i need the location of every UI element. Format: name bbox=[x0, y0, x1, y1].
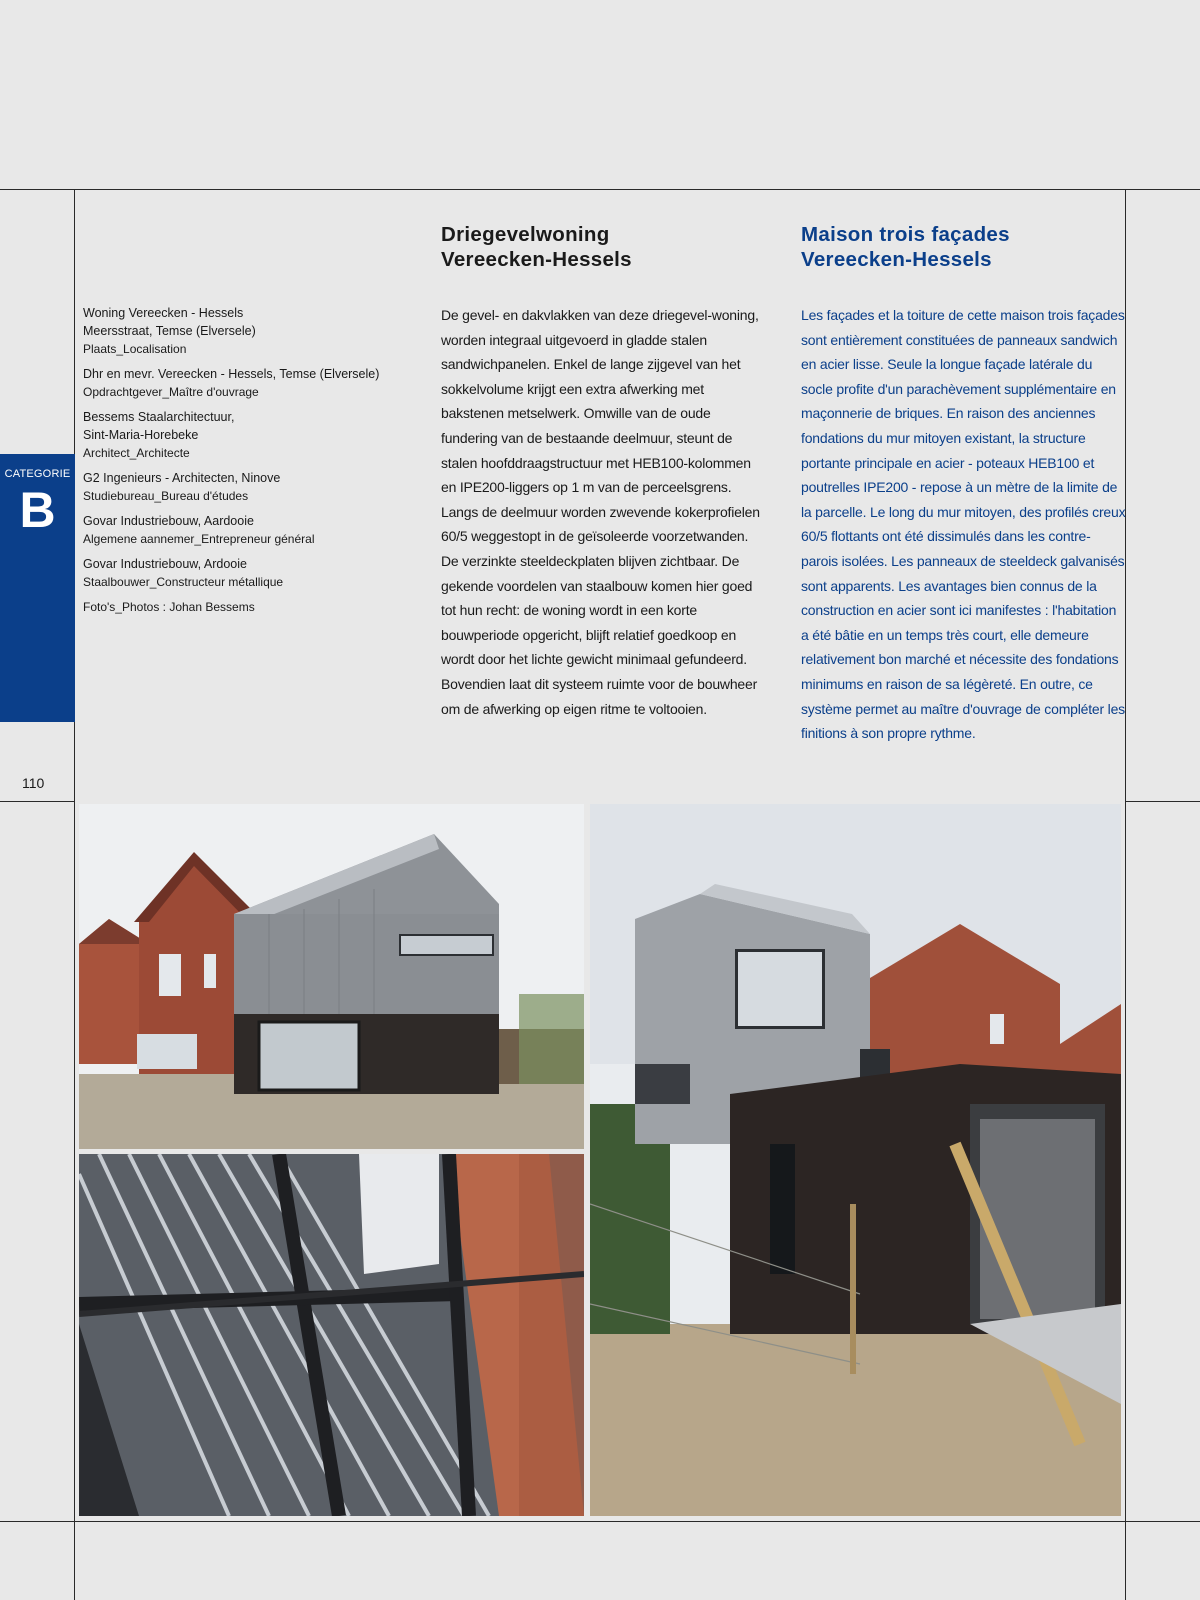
category-letter: B bbox=[19, 482, 56, 538]
photo-house-front bbox=[79, 804, 584, 1149]
credit-text: Govar Industriebouw, Ardooie bbox=[83, 557, 247, 571]
credit-text: G2 Ingenieurs - Architecten, Ninove bbox=[83, 471, 281, 485]
article-body-french: Les façades et la toiture de cette maison trois façades sont entièrement constituées de panneaux sandwich en acier lisse. Seule la longue façade latérale du socle profite d'un parachèvement supplémentaire en maçonnerie de briques. En raison des anciennes fondations du mur mitoyen existant, la structure portante principale en acier - poteaux HEB100 et poutrelles IPE200 - repose à un mètre de la limite de la parcelle. Le long du mur mitoyen, des profilés creux 60/5 flottants ont été dissimulés dans les contre-parois isolées. Les panneaux de steeldeck galvanisés sont apparents. Les avantages bien connus de la construction en acier sont ici manifestes : l'habitation a été bâtie en un temps très court, elle demeure relativement bon marché et nécessite des fondations minimums en raison de sa légèreté. En outre, ce système permet au maître d'ouvrage de compléter les finitions à son propre rythme. bbox=[801, 307, 1126, 742]
title-line: Maison trois façades bbox=[801, 223, 1010, 246]
credit-role: Foto's_Photos : Johan Bessems bbox=[83, 600, 255, 614]
frame-rule-left-mid bbox=[0, 801, 75, 802]
category-tab bbox=[0, 454, 75, 722]
credit-client bbox=[83, 365, 403, 401]
credit-role: Plaats_Localisation bbox=[83, 342, 187, 356]
category-label: CATEGORIE bbox=[4, 468, 71, 480]
article-title-french bbox=[801, 222, 1126, 272]
photo-steel-structure bbox=[79, 1154, 584, 1516]
credit-steel-builder bbox=[83, 555, 403, 591]
credit-text: Dhr en mevr. Vereecken - Hessels, Temse (Elversele) bbox=[83, 367, 380, 381]
title-line: Vereecken-Hessels bbox=[441, 248, 632, 271]
title-line: Vereecken-Hessels bbox=[801, 248, 992, 271]
credit-role: Staalbouwer_Constructeur métallique bbox=[83, 575, 284, 589]
project-credits bbox=[83, 304, 403, 623]
credit-text: Meersstraat, Temse (Elversele) bbox=[83, 324, 256, 338]
frame-rule-left bbox=[74, 189, 75, 1600]
credit-text: Bessems Staalarchitectuur, bbox=[83, 410, 235, 424]
article-french bbox=[801, 222, 1126, 746]
article-title-dutch bbox=[441, 222, 766, 272]
frame-rule-right-mid bbox=[1125, 801, 1200, 802]
credit-engineer bbox=[83, 469, 403, 505]
title-line: Driegevelwoning bbox=[441, 223, 610, 246]
credit-text: Sint-Maria-Horebeke bbox=[83, 428, 199, 442]
credit-role: Studiebureau_Bureau d'études bbox=[83, 489, 249, 503]
article-body-dutch: De gevel- en dakvlakken van deze driegevel-woning, worden integraal uitgevoerd in gladde stalen sandwichpanelen. Enkel de lange zijgevel van het sokkelvolume krijgt een extra afwerking met bakstenen metselwerk. Omwille van de oude fundering van de bestaande deelmuur, steunt de stalen hoofddraagstructuur met HEB100-kolommen en IPE200-liggers op 1 m van de perceelsgrens. Langs de deelmuur worden zwevende kokerprofielen 60/5 weggestopt in de geïsoleerde voorzetwanden. De verzinkte steeldeckplaten blijven zichtbaar. De gekende voordelen van staalbouw komen hier goed tot hun recht: de woning wordt in een korte bouwperiode opgericht, blijft relatief goedkoop en wordt door het lichte gewicht minimaal gefundeerd. Bovendien laat dit systeem ruimte voor de bouwheer om de afwerking op eigen ritme te voltooien. bbox=[441, 307, 760, 717]
frame-rule-top bbox=[0, 189, 1200, 190]
credit-text: Govar Industriebouw, Aardooie bbox=[83, 514, 254, 528]
article-dutch bbox=[441, 222, 766, 721]
page-number: 110 bbox=[22, 775, 45, 791]
frame-rule-bottom bbox=[0, 1521, 1200, 1522]
credit-contractor bbox=[83, 512, 403, 548]
credit-role: Opdrachtgever_Maître d'ouvrage bbox=[83, 385, 259, 399]
credit-role: Algemene aannemer_Entrepreneur général bbox=[83, 532, 315, 546]
credit-role: Architect_Architecte bbox=[83, 446, 190, 460]
credit-location bbox=[83, 304, 403, 358]
credit-photos bbox=[83, 598, 403, 616]
credit-text: Woning Vereecken - Hessels bbox=[83, 306, 244, 320]
photo-house-side bbox=[590, 804, 1121, 1516]
credit-architect bbox=[83, 408, 403, 462]
